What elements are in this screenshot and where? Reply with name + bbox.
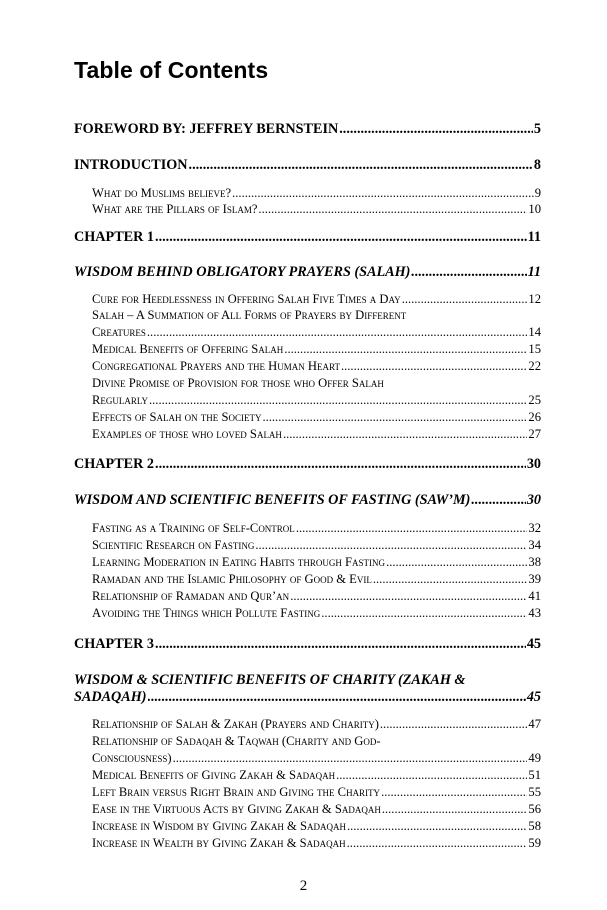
toc-entry-page: 15 — [528, 342, 541, 356]
toc-leader-dots — [339, 121, 533, 137]
toc-entry-medical-benefits-zakah[interactable] — [92, 767, 541, 783]
toc-leader-dots — [296, 520, 528, 536]
toc-leader-dots — [148, 689, 526, 705]
toc-entry-label: Learning Moderation in Eating Habits through Fasting — [92, 555, 386, 569]
toc-leader-dots — [283, 426, 527, 442]
toc-leader-dots — [262, 409, 527, 425]
toc-entry-page: 27 — [528, 427, 541, 441]
toc-entry-label: Consciousness) — [92, 751, 172, 765]
toc-entry-ramadan-philosophy[interactable] — [92, 571, 541, 587]
toc-entry-label: WISDOM AND SCIENTIFIC BENEFITS OF FASTING (SAW’M) — [74, 492, 471, 508]
toc-leader-dots — [381, 784, 527, 800]
toc-entry-sadaqah-taqwah-line1[interactable]: Relationship of Sadaqah & Taqwah (Charity and God- — [92, 734, 381, 748]
toc-leader-dots — [155, 636, 526, 652]
toc-entry-learning-moderation[interactable] — [92, 554, 541, 570]
toc-entry-label: Avoiding the Things which Pollute Fasting — [92, 606, 321, 620]
toc-entry-label: Fasting as a Training of Self-Control — [92, 521, 295, 535]
toc-leader-dots — [341, 358, 527, 374]
toc-entry-page: 30 — [526, 492, 541, 508]
toc-entry-scientific-research-fasting[interactable] — [92, 537, 541, 553]
toc-entry-wisdom-fasting[interactable] — [74, 492, 541, 508]
toc-entry-label: CHAPTER 2 — [74, 456, 155, 472]
toc-entry-ramadan-quran[interactable] — [92, 588, 541, 604]
toc-leader-dots — [147, 324, 528, 340]
toc-entry-page: 12 — [528, 292, 541, 306]
toc-entry-page: 47 — [528, 717, 541, 731]
toc-entry-fasting-self-control[interactable] — [92, 520, 541, 536]
toc-leader-dots — [471, 492, 525, 508]
toc-entry-label: Increase in Wealth by Giving Zakah & Sadaqah — [92, 836, 346, 850]
toc-entry-label: INTRODUCTION — [74, 157, 188, 173]
toc-entry-page: 39 — [528, 572, 541, 586]
toc-entry-page: 49 — [528, 751, 541, 765]
toc-leader-dots — [155, 229, 527, 245]
toc-entry-label: Effects of Salah on the Society — [92, 410, 262, 424]
toc-entry-increase-wealth[interactable] — [92, 835, 541, 851]
toc-leader-dots — [189, 157, 533, 173]
toc-entry-label: Cure for Heedlessness in Offering Salah Five Times a Day — [92, 292, 401, 306]
toc-entry-page: 41 — [528, 589, 541, 603]
toc-entry-label: FOREWORD BY: JEFFREY BERNSTEIN — [74, 121, 339, 137]
toc-entry-label: SADAQAH) — [74, 689, 147, 705]
toc-entry-chapter-2[interactable] — [74, 456, 541, 472]
toc-entry-page: 9 — [534, 186, 541, 200]
toc-entry-label: Left Brain versus Right Brain and Giving the Charity — [92, 785, 381, 799]
toc-entry-foreword[interactable] — [74, 121, 541, 137]
toc-leader-dots — [155, 456, 526, 472]
toc-entry-page: 59 — [528, 836, 541, 850]
toc-leader-dots — [402, 291, 528, 307]
toc-entry-label: Examples of those who loved Salah — [92, 427, 282, 441]
toc-entry-page: 38 — [528, 555, 541, 569]
toc-leader-dots — [232, 185, 534, 201]
toc-entry-page: 14 — [528, 325, 541, 339]
toc-entry-page: 45 — [526, 636, 541, 652]
toc-leader-dots — [284, 341, 527, 357]
toc-entry-label: What are the Pillars of Islam? — [92, 202, 258, 216]
toc-entry-salah-zakah[interactable] — [92, 716, 541, 732]
toc-entry-page: 45 — [526, 689, 541, 705]
toc-leader-dots — [382, 801, 528, 817]
toc-entry-what-muslims-believe[interactable] — [92, 185, 541, 201]
toc-entry-page: 11 — [527, 264, 541, 280]
page-title: Table of Contents — [74, 57, 269, 83]
toc-entry-page: 43 — [528, 606, 541, 620]
toc-entry-introduction[interactable] — [74, 157, 541, 173]
toc-entry-label: Scientific Research on Fasting — [92, 538, 255, 552]
toc-entry-left-right-brain[interactable] — [92, 784, 541, 800]
toc-entry-divine-promise[interactable] — [92, 392, 541, 408]
toc-entry-congregational-prayers[interactable] — [92, 358, 541, 374]
toc-entry-page: 25 — [528, 393, 541, 407]
toc-leader-dots — [336, 767, 527, 783]
toc-entry-avoiding-pollute-fasting[interactable] — [92, 605, 541, 621]
toc-entry-label: Increase in Wisdom by Giving Zakah & Sadaqah — [92, 819, 346, 833]
toc-entry-wisdom-charity[interactable] — [74, 689, 541, 705]
toc-leader-dots — [347, 835, 528, 851]
toc-entry-effects-salah-society[interactable] — [92, 409, 541, 425]
toc-entry-page: 34 — [528, 538, 541, 552]
toc-leader-dots — [347, 818, 527, 834]
toc-entry-ease-virtuous-acts[interactable] — [92, 801, 541, 817]
toc-leader-dots — [258, 201, 527, 217]
toc-entry-label: What do Muslims believe? — [92, 186, 232, 200]
toc-entry-page: 5 — [533, 121, 541, 137]
toc-entry-page: 58 — [528, 819, 541, 833]
toc-entry-pillars-of-islam[interactable] — [92, 201, 541, 217]
toc-entry-wisdom-charity-line1[interactable]: WISDOM & SCIENTIFIC BENEFITS OF CHARITY (ZAKAH & — [74, 672, 466, 688]
toc-entry-label: Medical Benefits of Giving Zakah & Sadaqah — [92, 768, 336, 782]
toc-leader-dots — [321, 605, 527, 621]
toc-entry-page: 56 — [528, 802, 541, 816]
toc-leader-dots — [149, 392, 527, 408]
toc-entry-label: Congregational Prayers and the Human Heart — [92, 359, 340, 373]
toc-entry-page: 55 — [528, 785, 541, 799]
toc-entry-label: Relationship of Ramadan and Qur’an — [92, 589, 290, 603]
toc-entry-label: Regularly — [92, 393, 148, 407]
toc-entry-page: 51 — [528, 768, 541, 782]
toc-entry-cure-heedlessness[interactable] — [92, 291, 541, 307]
toc-entry-salah-summation[interactable] — [92, 324, 541, 340]
toc-entry-medical-benefits-salah[interactable] — [92, 341, 541, 357]
toc-entry-chapter-1[interactable] — [74, 229, 541, 245]
toc-entry-page: 10 — [528, 202, 541, 216]
toc-leader-dots — [173, 750, 528, 766]
toc-entry-label: Relationship of Salah & Zakah (Prayers and Charity) — [92, 717, 379, 731]
toc-entry-label: Creatures — [92, 325, 146, 339]
toc-entry-label: CHAPTER 3 — [74, 636, 155, 652]
page-number: 2 — [299, 878, 308, 894]
toc-leader-dots — [380, 716, 528, 732]
toc-leader-dots — [255, 537, 527, 553]
toc-leader-dots — [386, 554, 527, 570]
toc-entry-page: 11 — [527, 229, 541, 245]
toc-leader-dots — [290, 588, 527, 604]
toc-leader-dots — [373, 571, 528, 587]
toc-entry-wisdom-prayers[interactable] — [74, 264, 541, 280]
toc-leader-dots — [411, 264, 526, 280]
toc-entry-label: Ease in the Virtuous Acts by Giving Zakah & Sadaqah — [92, 802, 381, 816]
toc-entry-page: 8 — [533, 157, 541, 173]
toc-entry-page: 26 — [528, 410, 541, 424]
toc-entry-divine-promise-line1[interactable]: Divine Promise of Provision for those who Offer Salah — [92, 376, 384, 390]
toc-entry-chapter-3[interactable] — [74, 636, 541, 652]
toc-entry-increase-wisdom[interactable] — [92, 818, 541, 834]
toc-entry-salah-summation-line1[interactable]: Salah – A Summation of All Forms of Prayers by Different — [92, 308, 407, 322]
toc-entry-label: Ramadan and the Islamic Philosophy of Good & Evil — [92, 572, 372, 586]
toc-entry-page: 22 — [528, 359, 541, 373]
toc-entry-page: 32 — [528, 521, 541, 535]
toc-entry-label: WISDOM BEHIND OBLIGATORY PRAYERS (SALAH) — [74, 264, 411, 280]
toc-entry-label: CHAPTER 1 — [74, 229, 155, 245]
toc-entry-label: Medical Benefits of Offering Salah — [92, 342, 284, 356]
toc-entry-examples-loved-salah[interactable] — [92, 426, 541, 442]
toc-entry-sadaqah-taqwah[interactable] — [92, 750, 541, 766]
toc-entry-page: 30 — [526, 456, 541, 472]
